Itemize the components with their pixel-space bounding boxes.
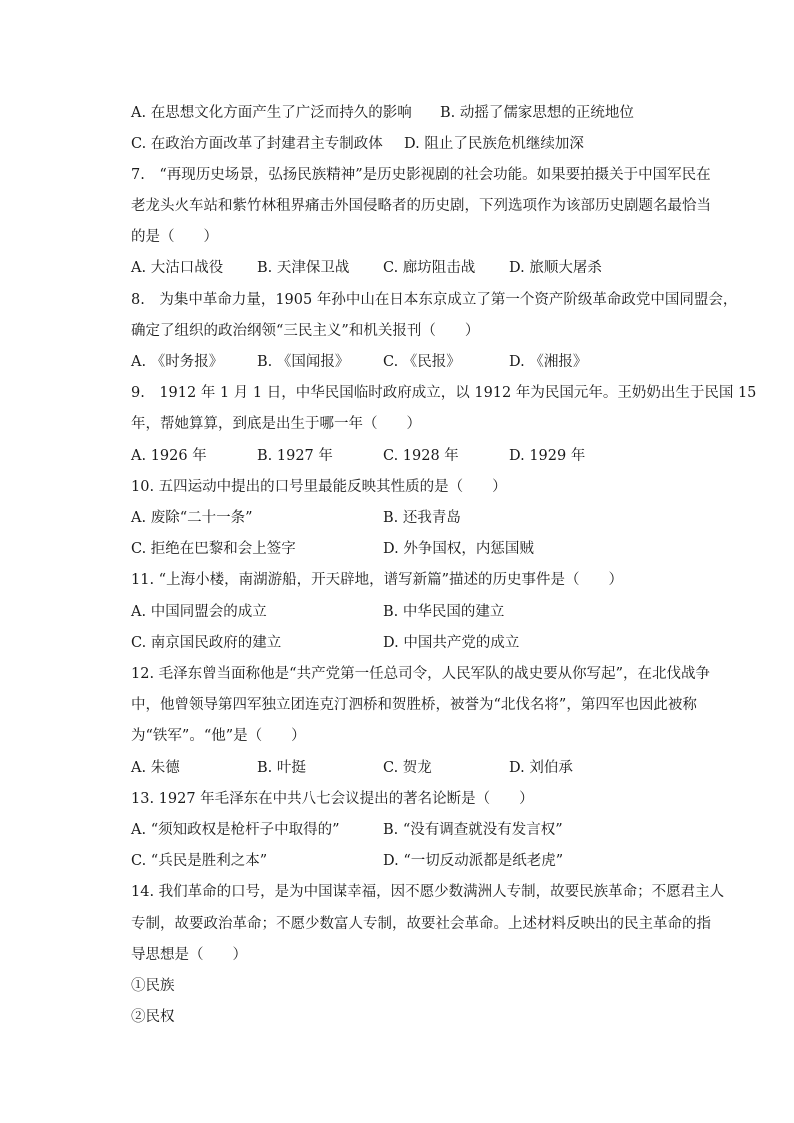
q13-stem-line-1: 13. 1927 年毛泽东在中共八七会议提出的著名论断是（ ） <box>131 791 534 807</box>
q8-stem-line-2: 确定了组织的政治纲领“三民主义”和机关报刊（ ） <box>131 323 480 339</box>
q13-option-c: C. “兵民是胜利之本” <box>131 853 268 869</box>
q11-option-a: A. 中国同盟会的成立 <box>131 604 267 620</box>
q10-option-b: B. 还我青岛 <box>383 510 461 526</box>
q10-option-d: D. 外争国权，内惩国贼 <box>383 541 534 557</box>
q7-option-c: C. 廊坊阻击战 <box>383 260 476 276</box>
q9-option-d: D. 1929 年 <box>509 448 586 464</box>
q14-item-1: ①民族 <box>131 978 175 994</box>
q12-option-d: D. 刘伯承 <box>509 760 573 776</box>
q7-option-a: A. 大沽口战役 <box>131 260 224 276</box>
q7-option-b: B. 天津保卫战 <box>257 260 350 276</box>
q12-option-b: B. 叶挺 <box>257 760 306 776</box>
q9-stem-line-1: 9. 1912 年 1 月 1 日，中华民国临时政府成立，以 1912 年为民国元年。王奶奶出生于民国 15 <box>131 385 757 401</box>
q14-stem-line-2: 专制，故要政治革命；不愿少数富人专制，故要社会革命。上述材料反映出的民主革命的指 <box>131 916 711 932</box>
q8-option-b: B. 《国闻报》 <box>257 354 350 370</box>
q14-stem-line-3: 导思想是（ ） <box>131 947 247 963</box>
q6-option-d: D. 阻止了民族危机继续加深 <box>404 136 584 152</box>
q9-option-c: C. 1928 年 <box>383 448 459 464</box>
q11-option-d: D. 中国共产党的成立 <box>383 635 520 651</box>
q13-option-d: D. “一切反动派都是纸老虎” <box>383 853 564 869</box>
q7-stem-line-3: 的是（ ） <box>131 229 218 245</box>
q9-option-a: A. 1926 年 <box>131 448 207 464</box>
q6-option-a: A. 在思想文化方面产生了广泛而持久的影响 <box>131 105 412 121</box>
q13-option-a: A. “须知政权是枪杆子中取得的” <box>131 822 340 838</box>
q11-stem-line-1: 11. “上海小楼，南湖游船，开天辟地，谱写新篇”描述的历史事件是（ ） <box>131 572 623 588</box>
q12-stem-line-3: 为“铁军”。“他”是（ ） <box>131 728 306 744</box>
q9-stem-line-2: 年，帮她算算，到底是出生于哪一年（ ） <box>131 416 421 432</box>
q7-stem-line-1: 7. “再现历史场景，弘扬民族精神”是历史影视剧的社会功能。如果要拍摄关于中国军民在 <box>131 167 711 183</box>
q12-option-c: C. 贺龙 <box>383 760 432 776</box>
q7-stem-line-2: 老龙头火车站和紫竹林租界痛击外国侵略者的历史剧，下列选项作为该部历史剧题名最恰当 <box>131 198 711 214</box>
q6-option-c: C. 在政治方面改革了封建君主专制政体 <box>131 136 383 152</box>
q14-stem-line-1: 14. 我们革命的口号，是为中国谋幸福，因不愿少数满洲人专制，故要民族革命；不愿君主人 <box>131 884 725 900</box>
q6-option-b: B. 动摇了儒家思想的正统地位 <box>440 105 634 121</box>
q14-item-2: ②民权 <box>131 1009 175 1025</box>
q13-option-b: B. “没有调查就没有发言权” <box>383 822 563 838</box>
q12-option-a: A. 朱德 <box>131 760 180 776</box>
q8-option-a: A. 《时务报》 <box>131 354 224 370</box>
q7-option-d: D. 旅顺大屠杀 <box>509 260 602 276</box>
q11-option-c: C. 南京国民政府的建立 <box>131 635 282 651</box>
q10-option-c: C. 拒绝在巴黎和会上签字 <box>131 541 296 557</box>
q12-stem-line-1: 12. 毛泽东曾当面称他是“共产党第一任总司令，人民军队的战史要从你写起”，在北伐战争 <box>131 666 710 682</box>
q8-option-c: C. 《民报》 <box>383 354 461 370</box>
q10-stem-line-1: 10. 五四运动中提出的口号里最能反映其性质的是（ ） <box>131 479 507 495</box>
q9-option-b: B. 1927 年 <box>257 448 333 464</box>
q12-stem-line-2: 中，他曾领导第四军独立团连克汀泗桥和贺胜桥，被誉为“北伐名将”，第四军也因此被称 <box>131 697 697 713</box>
q8-option-d: D. 《湘报》 <box>509 354 588 370</box>
q10-option-a: A. 废除“二十一条” <box>131 510 253 526</box>
q8-stem-line-1: 8. 为集中革命力量，1905 年孙中山在日本东京成立了第一个资产阶级革命政党中国同盟会， <box>131 292 738 308</box>
q11-option-b: B. 中华民国的建立 <box>383 604 505 620</box>
